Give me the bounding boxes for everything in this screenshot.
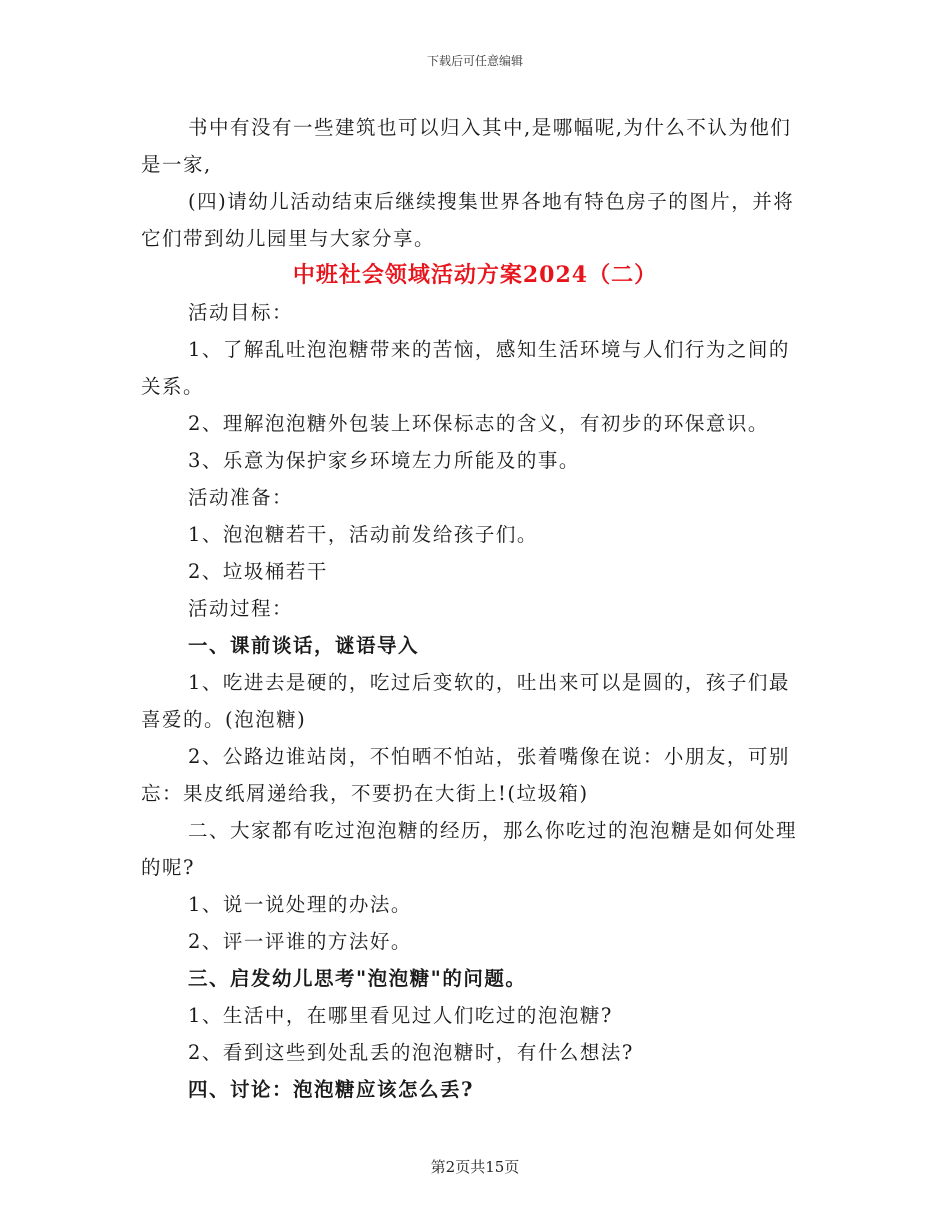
list-item: 3、乐意为保护家乡环境左力所能及的事。: [188, 449, 580, 472]
paragraph-heading: 活动目标：: [188, 301, 294, 324]
list-item: 1、说一说处理的办法。: [188, 893, 412, 916]
step-heading: 一、课前谈话，谜语导入: [188, 634, 420, 657]
document-body: [141, 109, 809, 1108]
list-item: 1、了解乱吐泡泡糖带来的苦恼，感知生活环境与人们行为之间的关系。: [141, 338, 790, 398]
section-title: 中班社会领域活动方案2024（二）: [292, 262, 658, 288]
page-footer: 第2页共15页: [430, 1158, 520, 1176]
list-item: 2、评一评谁的方法好。: [188, 930, 412, 953]
list-item: 2、垃圾桶若干: [188, 560, 328, 583]
list-item: 2、公路边谁站岗，不怕晒不怕站，张着嘴像在说：小朋友，可别忘：果皮纸屑递给我，不要扔在大街上!(垃圾箱): [141, 745, 790, 805]
step-heading: 三、启发幼儿思考"泡泡糖"的问题。: [188, 967, 527, 990]
header-note: 下载后可任意编辑: [426, 54, 523, 68]
paragraph-heading: 活动过程：: [188, 597, 294, 620]
list-item: 2、理解泡泡糖外包装上环保标志的含义，有初步的环保意识。: [188, 412, 769, 435]
step-heading: 四、讨论：泡泡糖应该怎么丢?: [188, 1078, 474, 1101]
list-item: 1、吃进去是硬的，吃过后变软的，吐出来可以是圆的，孩子们最喜爱的。(泡泡糖): [141, 671, 790, 731]
list-item: 1、泡泡糖若干，活动前发给孩子们。: [188, 523, 538, 546]
paragraph: (四)请幼儿活动结束后继续搜集世界各地有特色房子的图片，并将它们带到幼儿园里与大家分享。: [141, 190, 795, 250]
list-item: 1、生活中，在哪里看见过人们吃过的泡泡糖?: [188, 1004, 613, 1027]
list-item: 2、看到这些到处乱丢的泡泡糖时，有什么想法?: [188, 1041, 634, 1064]
paragraph-heading: 活动准备：: [188, 486, 294, 509]
step-heading: 二、大家都有吃过泡泡糖的经历，那么你吃过的泡泡糖是如何处理的呢?: [141, 819, 798, 879]
paragraph: 书中有没有一些建筑也可以归入其中,是哪幅呢,为什么不认为他们是一家,: [141, 116, 792, 176]
